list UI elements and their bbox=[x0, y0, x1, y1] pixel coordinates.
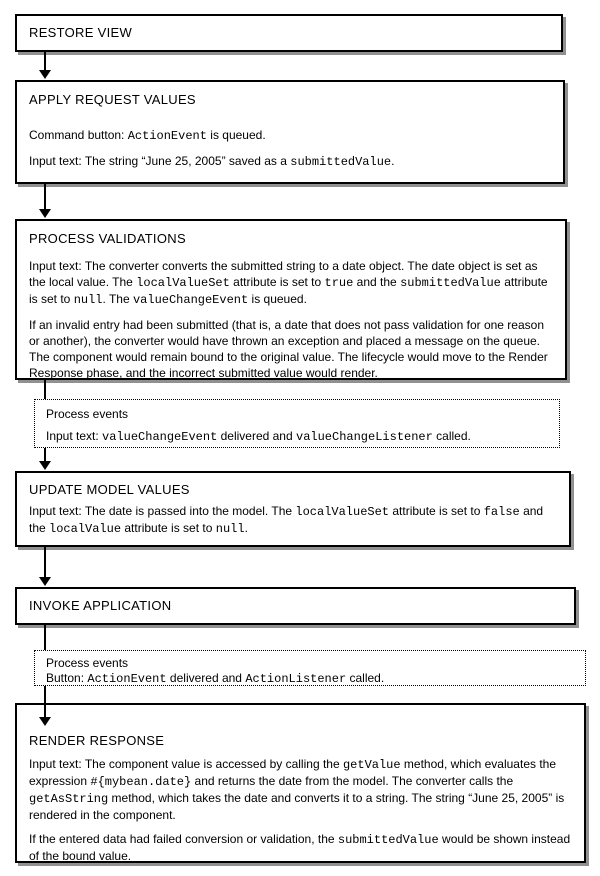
paragraph bbox=[29, 258, 553, 308]
flow-line bbox=[44, 380, 46, 399]
flow-line bbox=[44, 625, 46, 650]
paragraph bbox=[29, 503, 557, 537]
code-text: localValueSet bbox=[136, 276, 230, 290]
body-text: is queued. bbox=[206, 128, 266, 142]
phase-title: RENDER RESPONSE bbox=[29, 733, 165, 748]
body-text: Command button: bbox=[29, 128, 128, 142]
body-text: Button: bbox=[46, 671, 88, 685]
code-text: ActionEvent bbox=[127, 129, 207, 143]
body-text: Input text: The component value is accessed by calling the bbox=[29, 757, 343, 771]
flow-arrowhead-icon bbox=[39, 70, 51, 79]
phase-body bbox=[29, 756, 572, 864]
phase-box-apply-request-values bbox=[15, 80, 565, 184]
code-text: localValue bbox=[49, 522, 122, 536]
phase-box-invoke-application bbox=[15, 587, 576, 625]
code-text: submittedValue bbox=[337, 833, 439, 847]
paragraph bbox=[29, 127, 551, 144]
event-body bbox=[46, 670, 574, 687]
code-text: false bbox=[483, 505, 520, 519]
flow-line bbox=[44, 184, 46, 209]
phase-title: INVOKE APPLICATION bbox=[29, 598, 172, 613]
phase-box-render-response bbox=[15, 703, 586, 863]
body-text: method, which evaluates the expression bbox=[29, 757, 557, 788]
event-box-process-events-1 bbox=[34, 399, 560, 448]
body-text: delivered and bbox=[166, 671, 246, 685]
phase-box-update-model-values bbox=[15, 471, 571, 547]
body-text: Input text: The string “June 25, 2005” saved as a bbox=[29, 154, 291, 168]
code-text: submittedValue bbox=[290, 155, 392, 169]
event-box-process-events-2 bbox=[34, 650, 586, 686]
body-text: Input text: The converter converts the submitted string to a date object. The date object is set as the local value. The bbox=[29, 259, 538, 289]
paragraph bbox=[29, 831, 572, 864]
flow-line bbox=[44, 52, 46, 70]
flow-arrowhead-icon bbox=[39, 461, 51, 470]
flow-arrowhead-icon bbox=[39, 717, 51, 726]
code-text: ActionListener bbox=[245, 672, 347, 686]
body-text: . bbox=[244, 521, 248, 535]
code-text: null bbox=[73, 293, 103, 307]
body-text: attribute is set to bbox=[29, 275, 548, 306]
code-text: valueChangeEvent bbox=[132, 293, 249, 307]
body-text: If an invalid entry had been submitted (that is, a date that does not pass validation for one reason or another), the converter would have thrown an exception and placed a message on the queue. The component would remain bound to the original value. The lifecycle would move to the Render Response phase, and the incorrect submitted value would render. bbox=[29, 318, 548, 380]
phase-body bbox=[29, 258, 553, 381]
body-text: attribute is set to bbox=[389, 504, 484, 518]
flow-arrowhead-icon bbox=[39, 577, 51, 586]
code-text: valueChangeListener bbox=[296, 430, 433, 444]
phase-box-process-validations bbox=[15, 219, 567, 380]
body-text: . bbox=[391, 154, 395, 168]
phase-title: RESTORE VIEW bbox=[29, 25, 133, 40]
body-text: delivered and bbox=[217, 429, 296, 443]
body-text: Input text: The date is passed into the model. The bbox=[29, 504, 296, 518]
body-text: If the entered data had failed conversion or validation, the bbox=[29, 832, 338, 846]
body-text: would be shown instead of the bound value. bbox=[29, 832, 571, 863]
body-text: method, which takes the date and converts it to a string. The string “June 25, 2005” is rendered in the component. bbox=[29, 791, 565, 822]
paragraph bbox=[29, 756, 572, 823]
body-text: Input text: bbox=[46, 429, 103, 443]
code-text: true bbox=[324, 276, 354, 290]
body-text: and the bbox=[353, 275, 401, 289]
code-text: getAsString bbox=[29, 792, 109, 806]
code-text: valueChangeEvent bbox=[102, 430, 218, 444]
code-text: localValueSet bbox=[295, 505, 390, 519]
code-text: null bbox=[215, 522, 245, 536]
body-text: attribute is set to bbox=[121, 521, 216, 535]
body-text: . The bbox=[102, 292, 133, 306]
flow-line bbox=[44, 686, 46, 717]
flow-line bbox=[44, 448, 46, 461]
phase-title: PROCESS VALIDATIONS bbox=[29, 231, 186, 246]
code-text: #{mybean.date} bbox=[90, 775, 192, 789]
event-title: Process events bbox=[46, 407, 129, 421]
phase-title: UPDATE MODEL VALUES bbox=[29, 482, 190, 497]
flow-arrowhead-icon bbox=[39, 209, 51, 218]
paragraph bbox=[29, 153, 551, 170]
phase-body bbox=[29, 503, 557, 537]
body-text: and returns the date from the model. The converter calls the bbox=[191, 774, 514, 788]
flow-line bbox=[44, 547, 46, 577]
body-text: called. bbox=[432, 429, 471, 443]
paragraph bbox=[46, 670, 574, 687]
body-text: is queued. bbox=[248, 292, 307, 306]
code-text: getValue bbox=[342, 758, 401, 772]
paragraph bbox=[46, 428, 548, 445]
phase-title: APPLY REQUEST VALUES bbox=[29, 92, 196, 107]
body-text: attribute is set to bbox=[229, 275, 325, 289]
event-title: Process events bbox=[46, 656, 129, 670]
phase-body bbox=[29, 127, 551, 170]
body-text: and the bbox=[29, 504, 544, 535]
phase-box-restore-view bbox=[15, 14, 563, 52]
body-text: called. bbox=[346, 671, 385, 685]
code-text: submittedValue bbox=[400, 276, 501, 290]
event-body bbox=[46, 428, 548, 445]
code-text: ActionEvent bbox=[87, 672, 167, 686]
paragraph bbox=[29, 317, 553, 381]
